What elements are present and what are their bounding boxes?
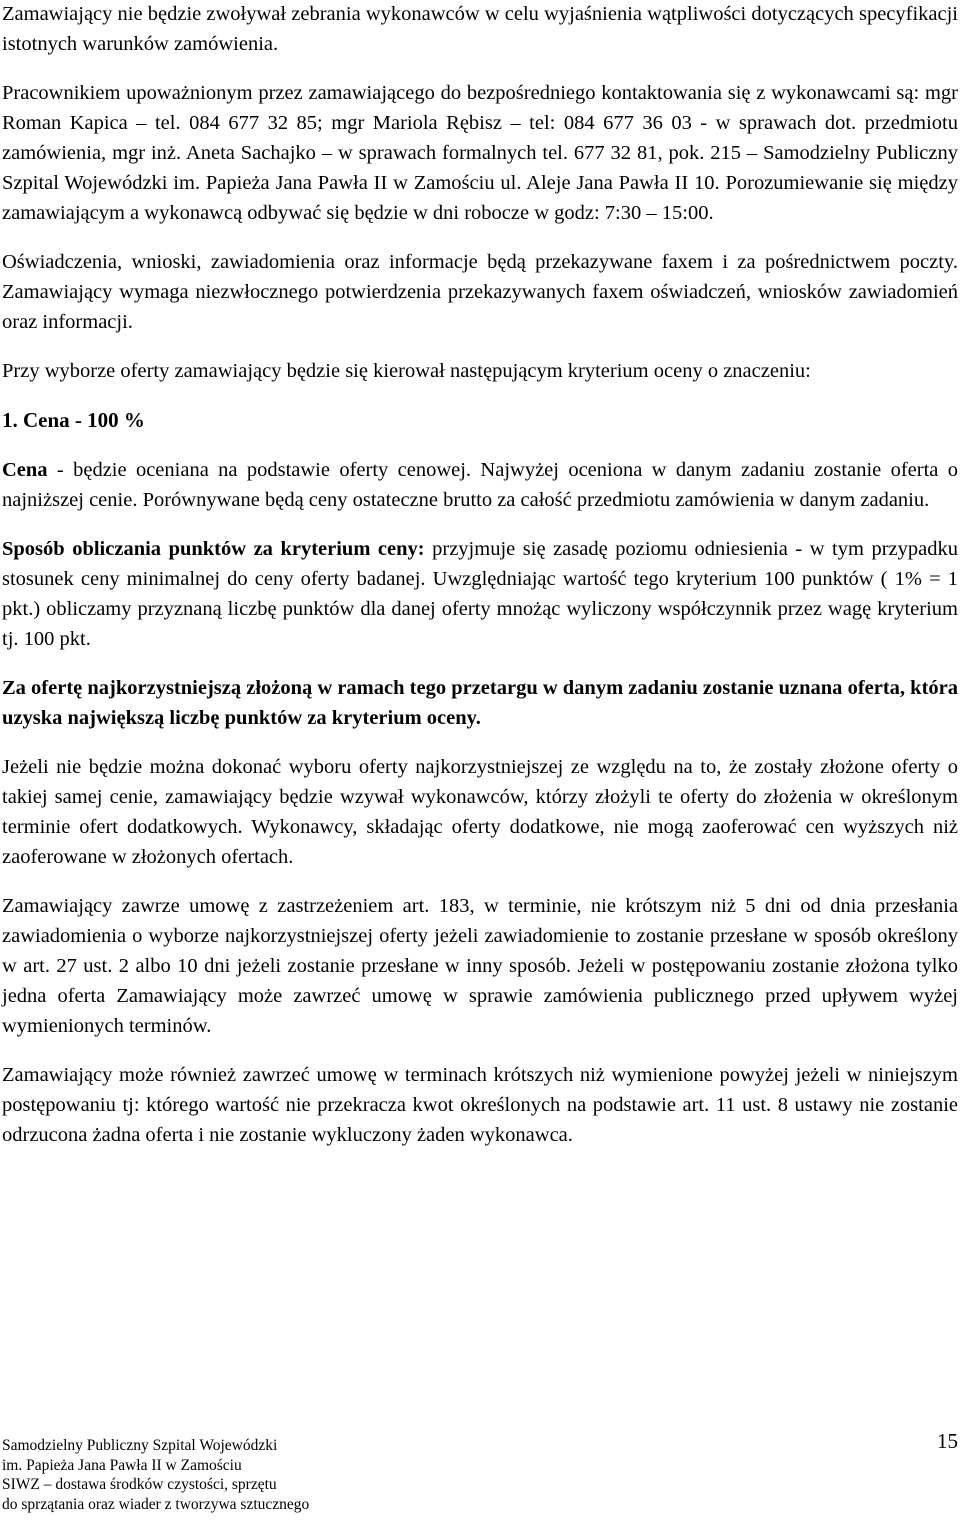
paragraph-price-evaluation (2, 455, 958, 515)
paragraph-contract-conclusion: Zamawiający zawrze umowę z zastrzeżeniem art. 183, w terminie, nie krótszym niż 5 dni od dnia przesłania zawiadomienia o wyborze najkorzystniejszej oferty jeżeli zawiadomienie to zostanie przesłane w sposób określony w art. 27 ust. 2 albo 10 dni jeżeli zostanie przesłane w inny sposób. Jeżeli w postępowaniu zostanie złożona tylko jedna oferta Zamawiający może zawrzeć umowę w sprawie zamówienia publicznego przed upływem wyżej wymienionych terminów. (2, 895, 958, 1037)
footer-line-institution: Samodzielny Publiczny Szpital Wojewódzki (2, 1437, 278, 1454)
points-calculation-text: przyjmuje się zasadę poziomu odniesienia - w tym przypadku stosunek ceny minimalnej do ceny oferty badanej. Uwzględniając wartość tego kryterium 100 punktów ( 1% = 1 pkt.) obliczamy przyznaną liczbę punktów dla danej oferty mnożąc wyliczony współczynnik przez wagę kryterium tj. 100 pkt. (2, 538, 958, 650)
paragraph-communication: Oświadczenia, wnioski, zawiadomienia oraz informacje będą przekazywane faxem i za pośrednictwem poczty. Zamawiający wymaga niezwłocznego potwierdzenia przekazywanych faxem oświadczeń, wniosków zawiadomień oraz informacji. (2, 251, 958, 333)
price-term: Cena (2, 459, 48, 481)
paragraph-contact-persons: Pracownikiem upoważnionym przez zamawiającego do bezpośredniego kontaktowania się z wykonawcami są: mgr Roman Kapica – tel. 084 677 32 85; mgr Mariola Rębisz – tel: 084 677 36 03 - w sprawach dot. przedmiotu zamówienia, mgr inż. Aneta Sachajko – w sprawach formalnych tel. 677 32 81, pok. 215 – Samodzielny Publiczny Szpital Wojewódzki im. Papieża Jana Pawła II w Zamościu ul. Aleje Jana Pawła II 10. Porozumiewanie się między zamawiającym a wykonawcą odbywać się będzie w dni robocze w godz: 7:30 – 15:00. (2, 82, 958, 224)
footer-line-subject: do sprzątania oraz wiader z tworzywa sztucznego (2, 1495, 310, 1513)
criterion-price-heading: 1. Cena - 100 % (2, 408, 145, 432)
paragraph-points-calculation (2, 534, 958, 654)
page-number: 15 (937, 1429, 958, 1453)
paragraph-equal-price-offers: Jeżeli nie będzie można dokonać wyboru oferty najkorzystniejszej ze względu na to, że zostały złożone oferty o takiej samej cenie, zamawiający będzie wzywał wykonawców, którzy złożyli te oferty do złożenia w określonym terminie ofert dodatkowych. Wykonawcy, składając oferty dodatkowe, nie mogą zaoferować cen wyższych niż zaoferowane w złożonych ofertach. (2, 756, 958, 868)
footer-address-block (2, 1436, 309, 1514)
paragraph-shorter-terms: Zamawiający może również zawrzeć umowę w terminach krótszych niż wymienione powyżej jeżeli w niniejszym postępowaniu tj: którego wartość nie przekracza kwot określonych na podstawie art. 11 ust. 8 ustawy nie zostanie odrzucona żadna oferta i nie zostanie wykluczony żaden wykonawca. (2, 1064, 958, 1146)
paragraph-no-meeting: Zamawiający nie będzie zwoływał zebrania wykonawców w celu wyjaśnienia wątpliwości dotyczących specyfikacji istotnych warunków zamówienia. (2, 3, 958, 55)
document-body (2, 0, 958, 1169)
page-footer (2, 1429, 958, 1532)
paragraph-best-offer: Za ofertę najkorzystniejszą złożoną w ramach tego przetargu w danym zadaniu zostanie uznana oferta, która uzyska największą liczbę punktów za kryterium oceny. (2, 677, 958, 729)
paragraph-selection-criterion-intro: Przy wyborze oferty zamawiający będzie się kierował następującym kryterium oceny o znaczeniu: (2, 360, 811, 382)
footer-line-siwz: SIWZ – dostawa środków czystości, sprzętu (2, 1476, 277, 1493)
price-evaluation-text: - będzie oceniana na podstawie oferty cenowej. Najwyżej oceniona w danym zadaniu zostanie oferta o najniższej cenie. Porównywane będą ceny ostateczne brutto za całość przedmiotu zamówienia w danym zadaniu. (2, 459, 958, 511)
points-calculation-term: Sposób obliczania punktów za kryterium ceny: (2, 538, 425, 560)
footer-line-patron: im. Papieża Jana Pawła II w Zamościu (2, 1456, 242, 1474)
